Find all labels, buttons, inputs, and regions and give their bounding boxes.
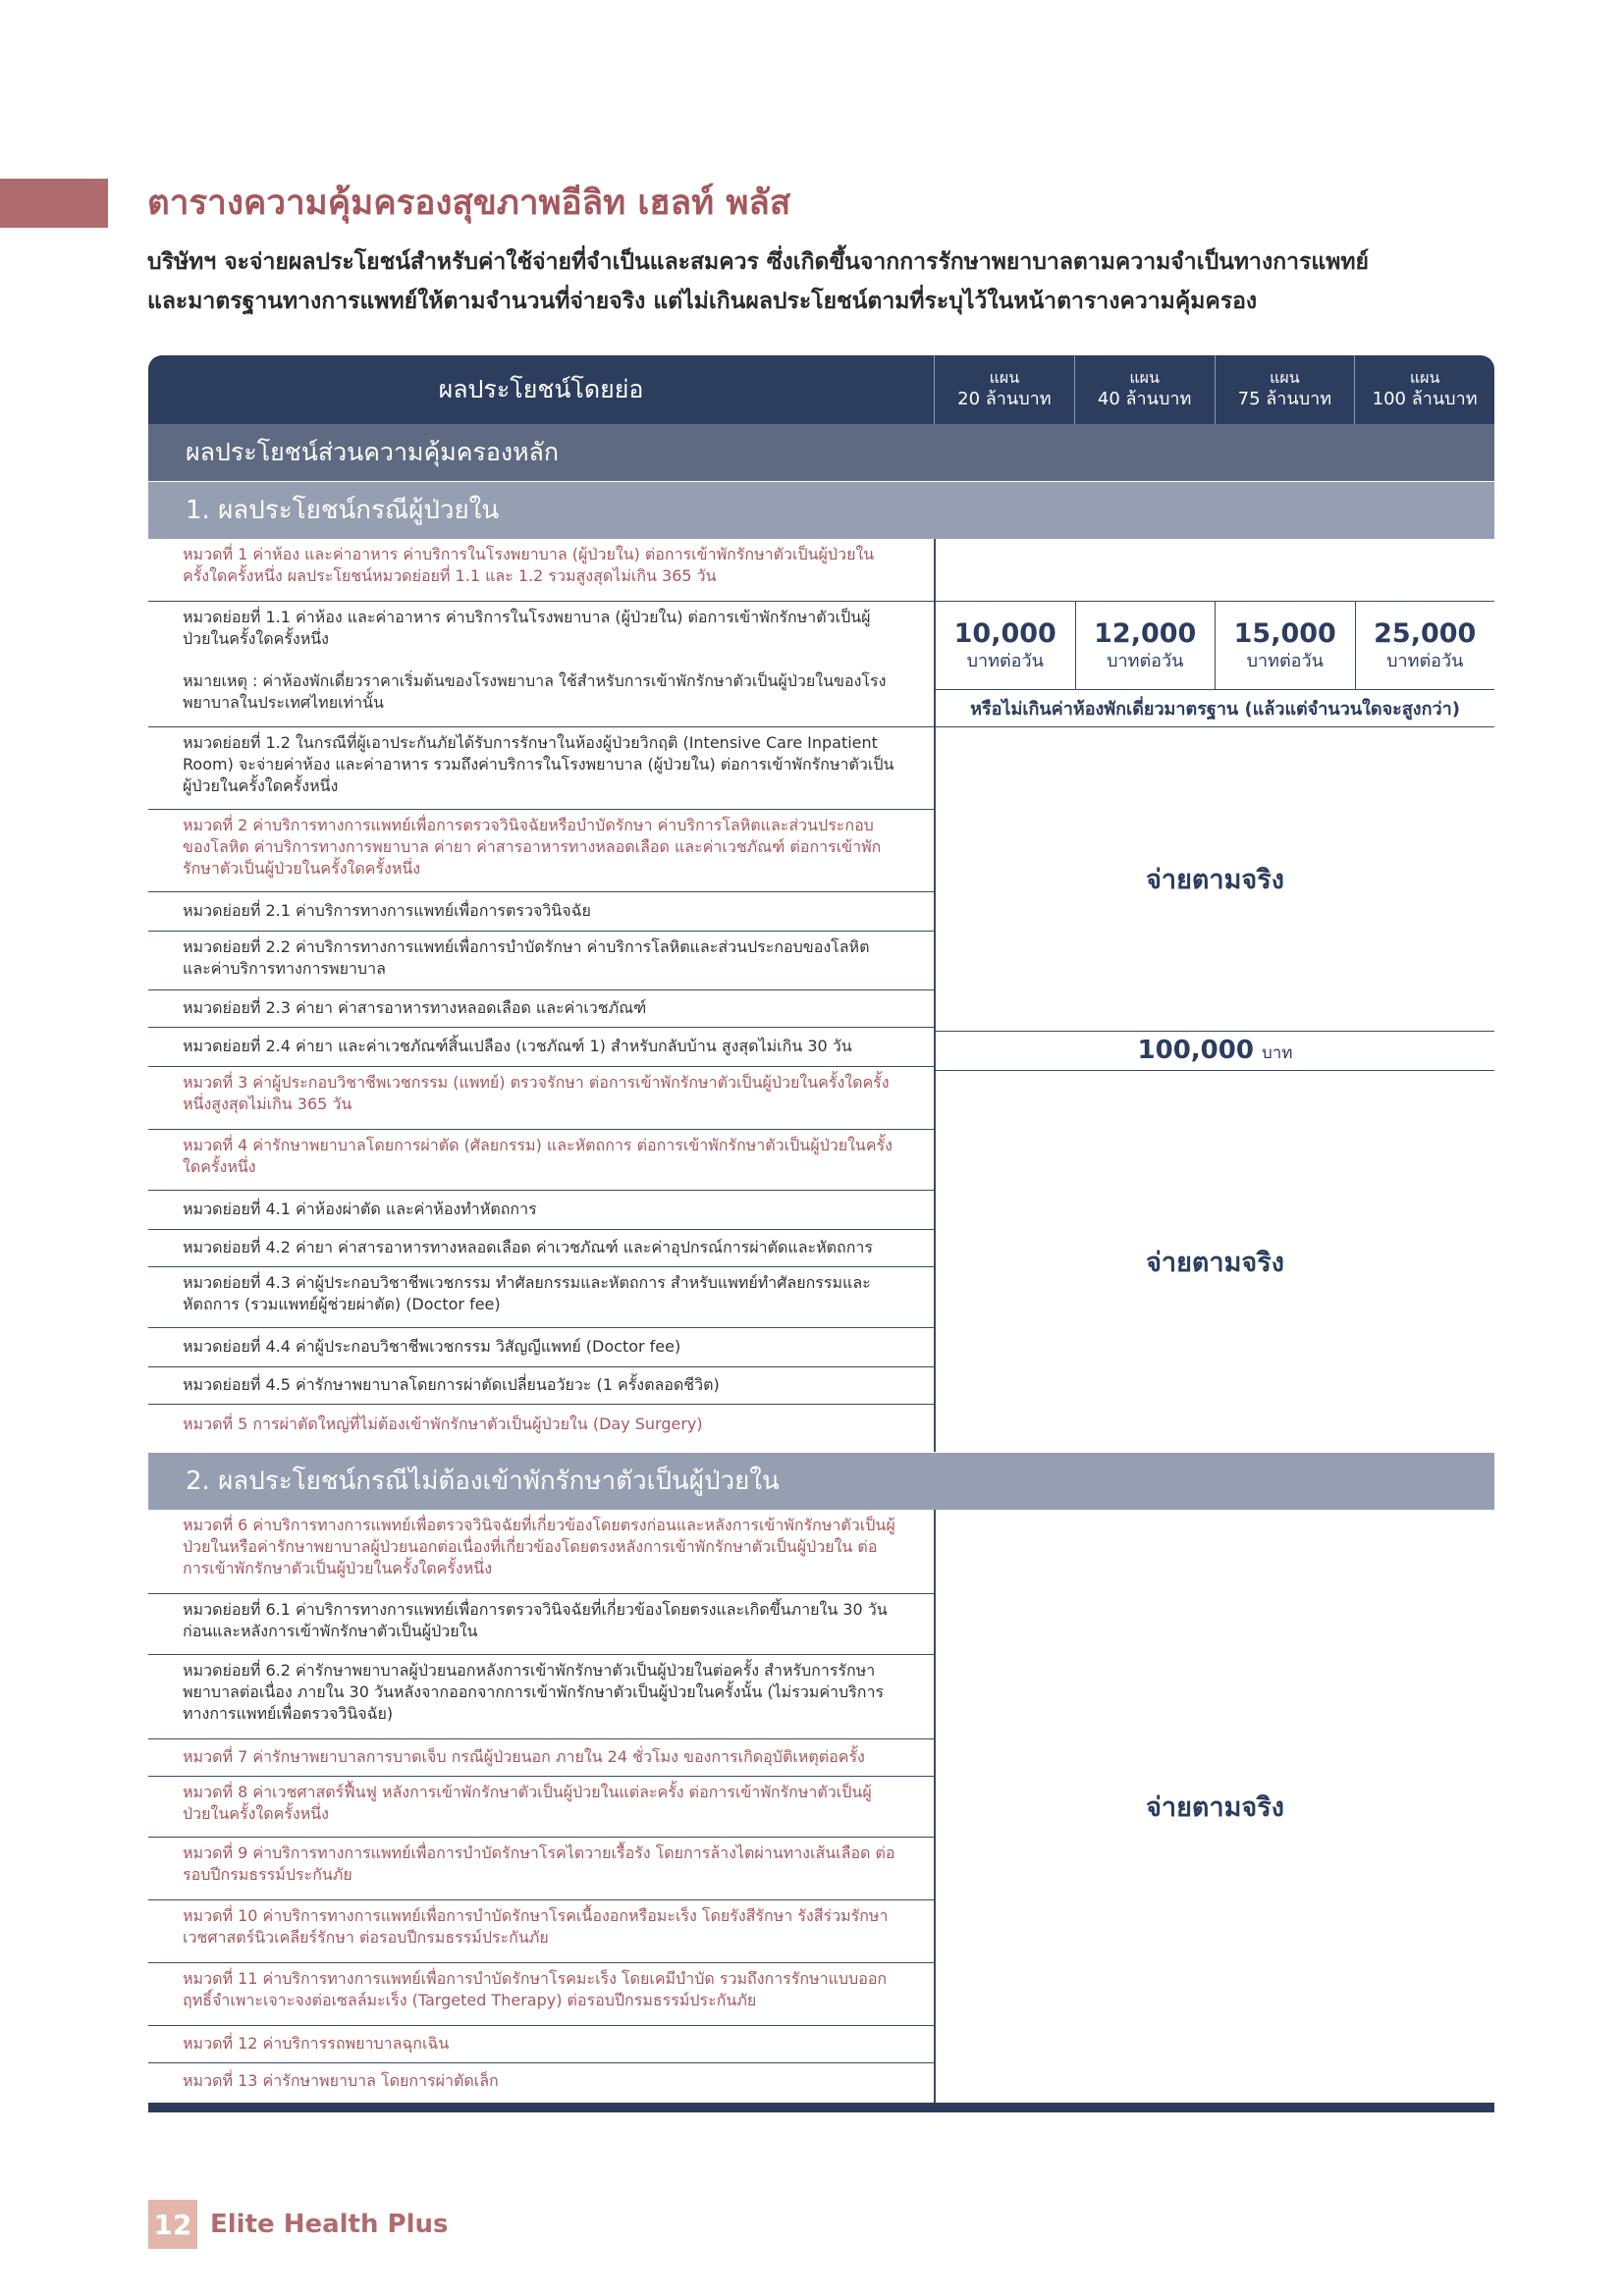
intro-line-1: บริษัทฯ จะจ่ายผลประโยชน์สำหรับค่าใช้จ่ายที่จำเป็นและสมควร ซึ่งเกิดขึ้นจากการรักษาพยาบาลตามความจำเป็นทางการแพทย์ (147, 249, 1370, 275)
subcategory-2-4-row: หมวดย่อยที่ 2.4 ค่ายา และค่าเวชภัณฑ์สิ้นเปลือง (เวชภัณฑ์ 1) สำหรับกลับบ้าน สูงสุดไม่เกิน 30 วัน (148, 1028, 934, 1067)
section-1-descriptions (148, 539, 936, 1452)
plan-label: แผน (1270, 368, 1300, 387)
section-2-amounts (936, 1510, 1494, 2103)
plan-header-40m (1075, 355, 1216, 424)
subcategory-1-1-row: หมวดย่อยที่ 1.1 ค่าห้อง และค่าอาหาร ค่าบริการในโรงพยาบาล (ผู้ป่วยใน) ต่อการเข้าพักรักษาตัวเป็นผู้ป่วยในครั้งใดครั้งหนึ่ง (183, 608, 871, 648)
benefit-summary-header: ผลประโยชน์โดยย่อ (148, 355, 935, 424)
subcategory-4-1-row: หมวดย่อยที่ 4.1 ค่าห้องผ่าตัด และค่าห้องทำหัตถการ (148, 1191, 934, 1230)
subcategory-4-3-row: หมวดย่อยที่ 4.3 ค่าผู้ประกอบวิชาชีพเวชกรรม ทำศัลยกรรมและหัตถการ สำหรับแพทย์ทำศัลยกรรมและหัตถการ (รวมแพทย์ผู้ช่วยผ่าตัด) (Doctor fee) (148, 1267, 934, 1328)
room-condition-row (936, 690, 1494, 727)
takehome-amount (1138, 1036, 1293, 1066)
subcategory-2-3-row: หมวดย่อยที่ 2.3 ค่ายา ค่าสารอาหารทางหลอดเลือด และค่าเวชภัณฑ์ (148, 990, 934, 1028)
room-amounts-row (936, 602, 1494, 690)
takehome-amount-cell (936, 1032, 1494, 1071)
subcategory-4-4-row: หมวดย่อยที่ 4.4 ค่าผู้ประกอบวิชาชีพเวชกรรม วิสัญญีแพทย์ (Doctor fee) (148, 1328, 934, 1367)
pay-actual-text: จ่ายตามจริง (1146, 1791, 1284, 1823)
plan-header-20m (935, 355, 1075, 424)
category-9-row: หมวดที่ 9 ค่าบริการทางการแพทย์เพื่อการบำบัดรักษาโรคไตวายเรื้อรัง โดยการล้างไตผ่านทางเส้นเลือด ต่อรอบปีกรมธรรม์ประกันภัย (148, 1838, 934, 1900)
takehome-value: 100,000 (1137, 1036, 1254, 1065)
category-8-row: หมวดที่ 8 ค่าเวชศาสตร์ฟื้นฟู หลังการเข้าพักรักษาตัวเป็นผู้ป่วยในแต่ละครั้ง ต่อการเข้าพักรักษาตัวเป็นผู้ป่วยในครั้งใดครั้งหนึ่ง (148, 1777, 934, 1838)
plan-amount: 100 ล้านบาท (1372, 389, 1478, 409)
room-amount-value: 10,000 (953, 617, 1056, 649)
main-coverage-band: ผลประโยชน์ส่วนความคุ้มครองหลัก (148, 424, 1494, 481)
pay-actual-text: จ่ายตามจริง (1146, 1247, 1284, 1278)
section-2-body (148, 1510, 1494, 2103)
room-amount-unit: บาทต่อวัน (1386, 650, 1464, 671)
category-5-row: หมวดที่ 5 การผ่าตัดใหญ่ที่ไม่ต้องเข้าพักรักษาตัวเป็นผู้ป่วยใน (Day Surgery) (183, 1415, 703, 1433)
subcategory-6-1-row: หมวดย่อยที่ 6.1 ค่าบริการทางการแพทย์เพื่อการตรวจวินิจฉัยที่เกี่ยวข้องโดยตรงและเกิดขึ้นภายใน 30 วันก่อนและหลังการเข้าพักรักษาตัวเป็นผู้ป่วยใน (148, 1594, 934, 1655)
room-amount-value: 12,000 (1094, 617, 1197, 649)
pay-actual-text: จ่ายตามจริง (1146, 865, 1284, 895)
room-amount-plan-75m (1216, 602, 1356, 689)
plan-label: แผน (989, 368, 1020, 387)
room-amount-plan-20m (936, 602, 1076, 689)
subcategory-4-2-row: หมวดย่อยที่ 4.2 ค่ายา ค่าสารอาหารทางหลอดเลือด ค่าเวชภัณฑ์ และค่าอุปกรณ์การผ่าตัดและหัตถการ (148, 1230, 934, 1267)
section-2-descriptions (148, 1510, 936, 2103)
room-amount-plan-100m (1356, 602, 1495, 689)
plan-amount: 75 ล้านบาท (1237, 389, 1332, 409)
room-amount-unit: บาทต่อวัน (1107, 650, 1184, 671)
category-12-row: หมวดที่ 12 ค่าบริการรถพยาบาลฉุกเฉิน (148, 2026, 934, 2063)
subcategory-2-2-row: หมวดย่อยที่ 2.2 ค่าบริการทางการแพทย์เพื่อการบำบัดรักษา ค่าบริการโลหิตและส่วนประกอบของโลหิตและค่าบริการทางการพยาบาล (148, 932, 934, 990)
section-1-amounts (936, 539, 1494, 1452)
section-1-body (148, 539, 1494, 1452)
pay-actual-cell-1 (936, 727, 1494, 1032)
category-1-row: หมวดที่ 1 ค่าห้อง และค่าอาหาร ค่าบริการในโรงพยาบาล (ผู้ป่วยใน) ต่อการเข้าพักรักษาตัวเป็นผู้ป่วยในครั้งใดครั้งหนึ่ง ผลประโยชน์หมวดย่อยที่ 1.1 และ 1.2 รวมสูงสุดไม่เกิน 365 วัน (148, 539, 934, 602)
title-accent-bar (0, 179, 108, 228)
room-amount-plan-40m (1076, 602, 1217, 689)
plan-amount: 40 ล้านบาท (1097, 389, 1192, 409)
coverage-table (148, 355, 1494, 2112)
category-10-row: หมวดที่ 10 ค่าบริการทางการแพทย์เพื่อการบำบัดรักษาโรคเนื้องอกหรือมะเร็ง โดยรังสีรักษา รังสีร่วมรักษาเวชศาสตร์นิวเคลียร์รักษา ต่อรอบปีกรมธรรม์ประกันภัย (148, 1900, 934, 1963)
room-amount-unit: บาทต่อวัน (1246, 650, 1324, 671)
subcategory-1-2-row: หมวดย่อยที่ 1.2 ในกรณีที่ผู้เอาประกันภัยได้รับการรักษาในห้องผู้ป่วยวิกฤติ (Intensive Care Inpatient Room) จะจ่ายค่าห้อง และค่าอาหาร รวมถึงค่าบริการในโรงพยาบาล (ผู้ป่วยใน) ต่อการเข้าพักรักษาตัวเป็นผู้ป่วยในครั้งใดครั้งหนึ่ง (148, 727, 934, 810)
section-2-band: 2. ผลประโยชน์กรณีไม่ต้องเข้าพักรักษาตัวเป็นผู้ป่วยใน (148, 1452, 1494, 1510)
intro-paragraph (147, 242, 1502, 321)
category-11-row: หมวดที่ 11 ค่าบริการทางการแพทย์เพื่อการบำบัดรักษาโรคมะเร็ง โดยเคมีบำบัด รวมถึงการรักษาแบบออกฤทธิ์จำเพาะเจาะจงต่อเซลล์มะเร็ง (Targeted Therapy) ต่อรอบปีกรมธรรม์ประกันภัย (148, 1963, 934, 2026)
table-bottom-rule (148, 2103, 1494, 2112)
room-amounts (936, 602, 1494, 689)
table-header (148, 355, 1494, 424)
category-7-row: หมวดที่ 7 ค่ารักษาพยาบาลการบาดเจ็บ กรณีผู้ป่วยนอก ภายใน 24 ชั่วโมง ของการเกิดอุบัติเหตุต่อครั้ง (148, 1739, 934, 1777)
category-4-row: หมวดที่ 4 ค่ารักษาพยาบาลโดยการผ่าตัด (ศัลยกรรม) และหัตถการ ต่อการเข้าพักรักษาตัวเป็นผู้ป่วยในครั้งใดครั้งหนึ่ง (148, 1130, 934, 1191)
plan-label: แผน (1129, 368, 1160, 387)
category-13-row: หมวดที่ 13 ค่ารักษาพยาบาล โดยการผ่าตัดเล็ก (183, 2071, 499, 2090)
plan-amount: 20 ล้านบาท (957, 389, 1052, 409)
pay-actual-cell-3 (936, 1510, 1494, 2103)
plan-label: แผน (1409, 368, 1440, 387)
plan-header-75m (1216, 355, 1356, 424)
subcategory-6-2-row: หมวดย่อยที่ 6.2 ค่ารักษาพยาบาลผู้ป่วยนอกหลังการเข้าพักรักษาตัวเป็นผู้ป่วยในต่อครั้ง สำหรับการรักษาพยาบาลต่อเนื่อง ภายใน 30 วันหลังจากออกจากการเข้าพักรักษาตัวเป็นผู้ป่วยในครั้งนั้น (ไม่รวมค่าบริการทางการแพทย์เพื่อตรวจวินิจฉัย) (148, 1655, 934, 1739)
room-note-row: หมายเหตุ : ค่าห้องพักเดี่ยวราคาเริ่มต้นของโรงพยาบาล ใช้สำหรับการเข้าพักรักษาตัวเป็นผู้ป่วยในของโรงพยาบาลในประเทศไทยเท่านั้น (148, 670, 934, 727)
subcategory-2-1-row: หมวดย่อยที่ 2.1 ค่าบริการทางการแพทย์เพื่อการตรวจวินิจฉัย (148, 892, 934, 932)
pay-actual-cell-2 (936, 1071, 1494, 1452)
room-amount-value: 15,000 (1233, 617, 1336, 649)
section-1-band: 1. ผลประโยชน์กรณีผู้ป่วยใน (148, 481, 1494, 539)
subcategory-4-5-row: หมวดย่อยที่ 4.5 ค่ารักษาพยาบาลโดยการผ่าตัดเปลี่ยนอวัยวะ (1 ครั้งตลอดชีวิต) (148, 1367, 934, 1405)
room-amount-unit: บาทต่อวัน (966, 650, 1044, 671)
room-condition-text: หรือไม่เกินค่าห้องพักเดี่ยวมาตรฐาน (แล้วแต่จำนวนใดจะสูงกว่า) (970, 699, 1460, 720)
page-title: ตารางความคุ้มครองสุขภาพอีลิท เฮลท์ พลัส (147, 184, 791, 223)
room-amount-value: 25,000 (1374, 617, 1477, 649)
takehome-unit: บาท (1261, 1043, 1293, 1063)
page-number: 12 (148, 2200, 197, 2249)
category-6-row: หมวดที่ 6 ค่าบริการทางการแพทย์เพื่อตรวจวินิจฉัยที่เกี่ยวข้องโดยตรงก่อนและหลังการเข้าพักรักษาตัวเป็นผู้ป่วยในหรือค่ารักษาพยาบาลผู้ป่วยนอกต่อเนื่องที่เกี่ยวข้องโดยตรงหลังการเข้าพักรักษาตัวเป็นผู้ป่วยใน ต่อการเข้าพักรักษาตัวเป็นผู้ป่วยในครั้งใดครั้งหนึ่ง (148, 1510, 934, 1594)
category-3-row: หมวดที่ 3 ค่าผู้ประกอบวิชาชีพเวชกรรม (แพทย์) ตรวจรักษา ต่อการเข้าพักรักษาตัวเป็นผู้ป่วยในครั้งใดครั้งหนึ่งสูงสุดไม่เกิน 365 วัน (148, 1067, 934, 1130)
category-2-row: หมวดที่ 2 ค่าบริการทางการแพทย์เพื่อการตรวจวินิจฉัยหรือบำบัดรักษา ค่าบริการโลหิตและส่วนประกอบของโลหิต ค่าบริการทางการพยาบาล ค่ายา ค่าสารอาหารทางหลอดเลือด และค่าเวชภัณฑ์ ต่อการเข้าพักรักษาตัวเป็นผู้ป่วยในครั้งใดครั้งหนึ่ง (148, 810, 934, 892)
plan-header-100m (1355, 355, 1494, 424)
footer-brand: Elite Health Plus (210, 2210, 449, 2239)
intro-line-2: และมาตรฐานทางการแพทย์ให้ตามจำนวนที่จ่ายจริง แต่ไม่เกินผลประโยชน์ตามที่ระบุไว้ในหน้าตารางความคุ้มครอง (147, 289, 1258, 314)
category-1-amount-blank (936, 539, 1494, 602)
